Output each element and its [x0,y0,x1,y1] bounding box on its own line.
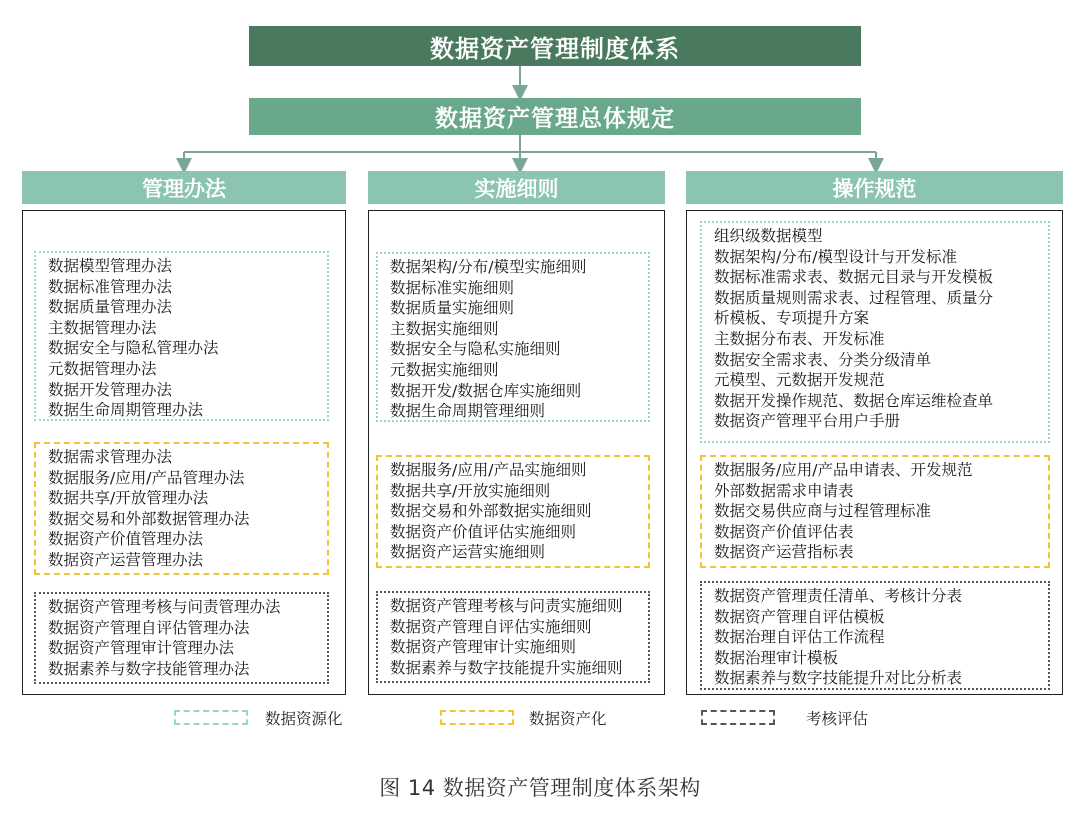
list-item: 数据质量实施细则 [390,299,515,318]
list-item: 数据质量规则需求表、过程管理、质量分 [714,288,994,307]
figure-caption: 图 14 数据资产管理制度体系架构 [379,776,701,800]
list-item: 数据安全需求表、分类分级清单 [714,350,932,369]
list-item: 数据素养与数字技能管理办法 [48,659,250,678]
group-data-resource [376,252,650,422]
list-item: 数据开发管理办法 [48,380,173,399]
list-item: 元数据管理办法 [48,359,157,378]
list-item: 数据资产运营管理办法 [48,550,204,569]
list-item: 数据共享/开放管理办法 [48,489,209,508]
list-item: 数据交易供应商与过程管理标准 [714,502,932,521]
list-item: 数据资产管理审计管理办法 [48,639,235,658]
list-item: 数据交易和外部数据管理办法 [48,509,250,528]
list-item: 数据标准需求表、数据元目录与开发模板 [714,268,994,287]
group-data-asset [34,442,329,575]
list-item: 主数据实施细则 [390,319,499,338]
group-data-resource [700,221,1050,443]
list-item: 数据治理审计模板 [714,648,839,667]
group-assessment [34,592,329,684]
list-item: 外部数据需求申请表 [714,481,854,500]
list-item: 数据安全与隐私实施细则 [390,340,561,359]
column-box-management-measures [22,210,346,695]
list-item: 数据模型管理办法 [48,257,173,275]
list-item: 数据素养与数字技能提升实施细则 [390,658,623,677]
list-item: 主数据管理办法 [48,318,157,337]
list-item: 数据服务/应用/产品申请表、开发规范 [714,461,973,479]
list-item: 数据资产管理自评估管理办法 [48,618,250,637]
list-item: 数据资产管理平台用户手册 [714,412,901,431]
list-item: 数据生命周期管理细则 [390,402,546,421]
list-item: 数据服务/应用/产品管理办法 [48,468,245,487]
legend-label-assessment: 考核评估 [806,710,869,728]
diagram-title: 数据资产管理制度体系 [249,26,861,66]
list-item: 数据资产运营实施细则 [390,543,546,562]
list-item: 元数据实施细则 [390,360,499,379]
list-item: 数据资产管理责任清单、考核计分表 [714,587,963,605]
column-box-implementation-rules [368,210,665,695]
list-item: 主数据分布表、开发标准 [714,329,885,348]
list-item: 数据资产价值评估实施细则 [390,522,577,541]
group-data-resource [34,251,329,421]
group-data-asset [376,455,650,568]
list-item: 数据标准实施细则 [390,278,515,297]
list-item: 数据资产管理考核与问责实施细则 [390,597,623,615]
list-item: 元模型、元数据开发规范 [714,371,885,390]
column-box-operation-specs [686,210,1063,695]
column-header-implementation-rules: 实施细则 [368,171,665,204]
list-item: 析模板、专项提升方案 [714,309,870,328]
legend-label-data-resource: 数据资源化 [265,710,343,728]
list-item: 数据生命周期管理办法 [48,401,204,420]
list-item: 数据架构/分布/模型设计与开发标准 [714,247,957,266]
list-item: 数据资产管理自评估模板 [714,607,885,626]
list-item: 数据素养与数字技能提升对比分析表 [714,669,963,688]
list-item: 数据资产管理自评估实施细则 [390,617,592,636]
list-item: 数据开发/数据仓库实施细则 [390,381,582,400]
group-data-asset [700,455,1050,568]
list-item: 数据资产价值评估表 [714,522,854,541]
group-assessment [376,591,650,683]
list-item: 数据安全与隐私管理办法 [48,339,219,358]
list-item: 数据资产管理考核与问责管理办法 [48,598,281,616]
group-assessment [700,581,1050,690]
column-header-management-measures: 管理办法 [22,171,346,204]
legend-swatch-assessment [701,710,775,725]
list-item: 数据资产价值管理办法 [48,530,204,549]
list-item: 数据资产运营指标表 [714,543,854,562]
list-item: 数据共享/开放实施细则 [390,481,551,500]
list-item: 数据开发操作规范、数据仓库运维检查单 [714,391,994,410]
general-provisions-bar: 数据资产管理总体规定 [249,98,861,135]
list-item: 数据交易和外部数据实施细则 [390,502,592,521]
legend-label-data-asset: 数据资产化 [529,710,607,728]
list-item: 组织级数据模型 [714,227,823,245]
list-item: 数据需求管理办法 [48,448,173,466]
list-item: 数据服务/应用/产品实施细则 [390,461,587,479]
legend-swatch-data-asset [440,710,514,725]
list-item: 数据治理自评估工作流程 [714,628,885,647]
legend-swatch-data-resource [174,710,248,725]
list-item: 数据质量管理办法 [48,298,173,317]
column-header-operation-specs: 操作规范 [686,171,1063,204]
list-item: 数据标准管理办法 [48,277,173,296]
list-item: 数据架构/分布/模型实施细则 [390,258,587,276]
list-item: 数据资产管理审计实施细则 [390,638,577,657]
